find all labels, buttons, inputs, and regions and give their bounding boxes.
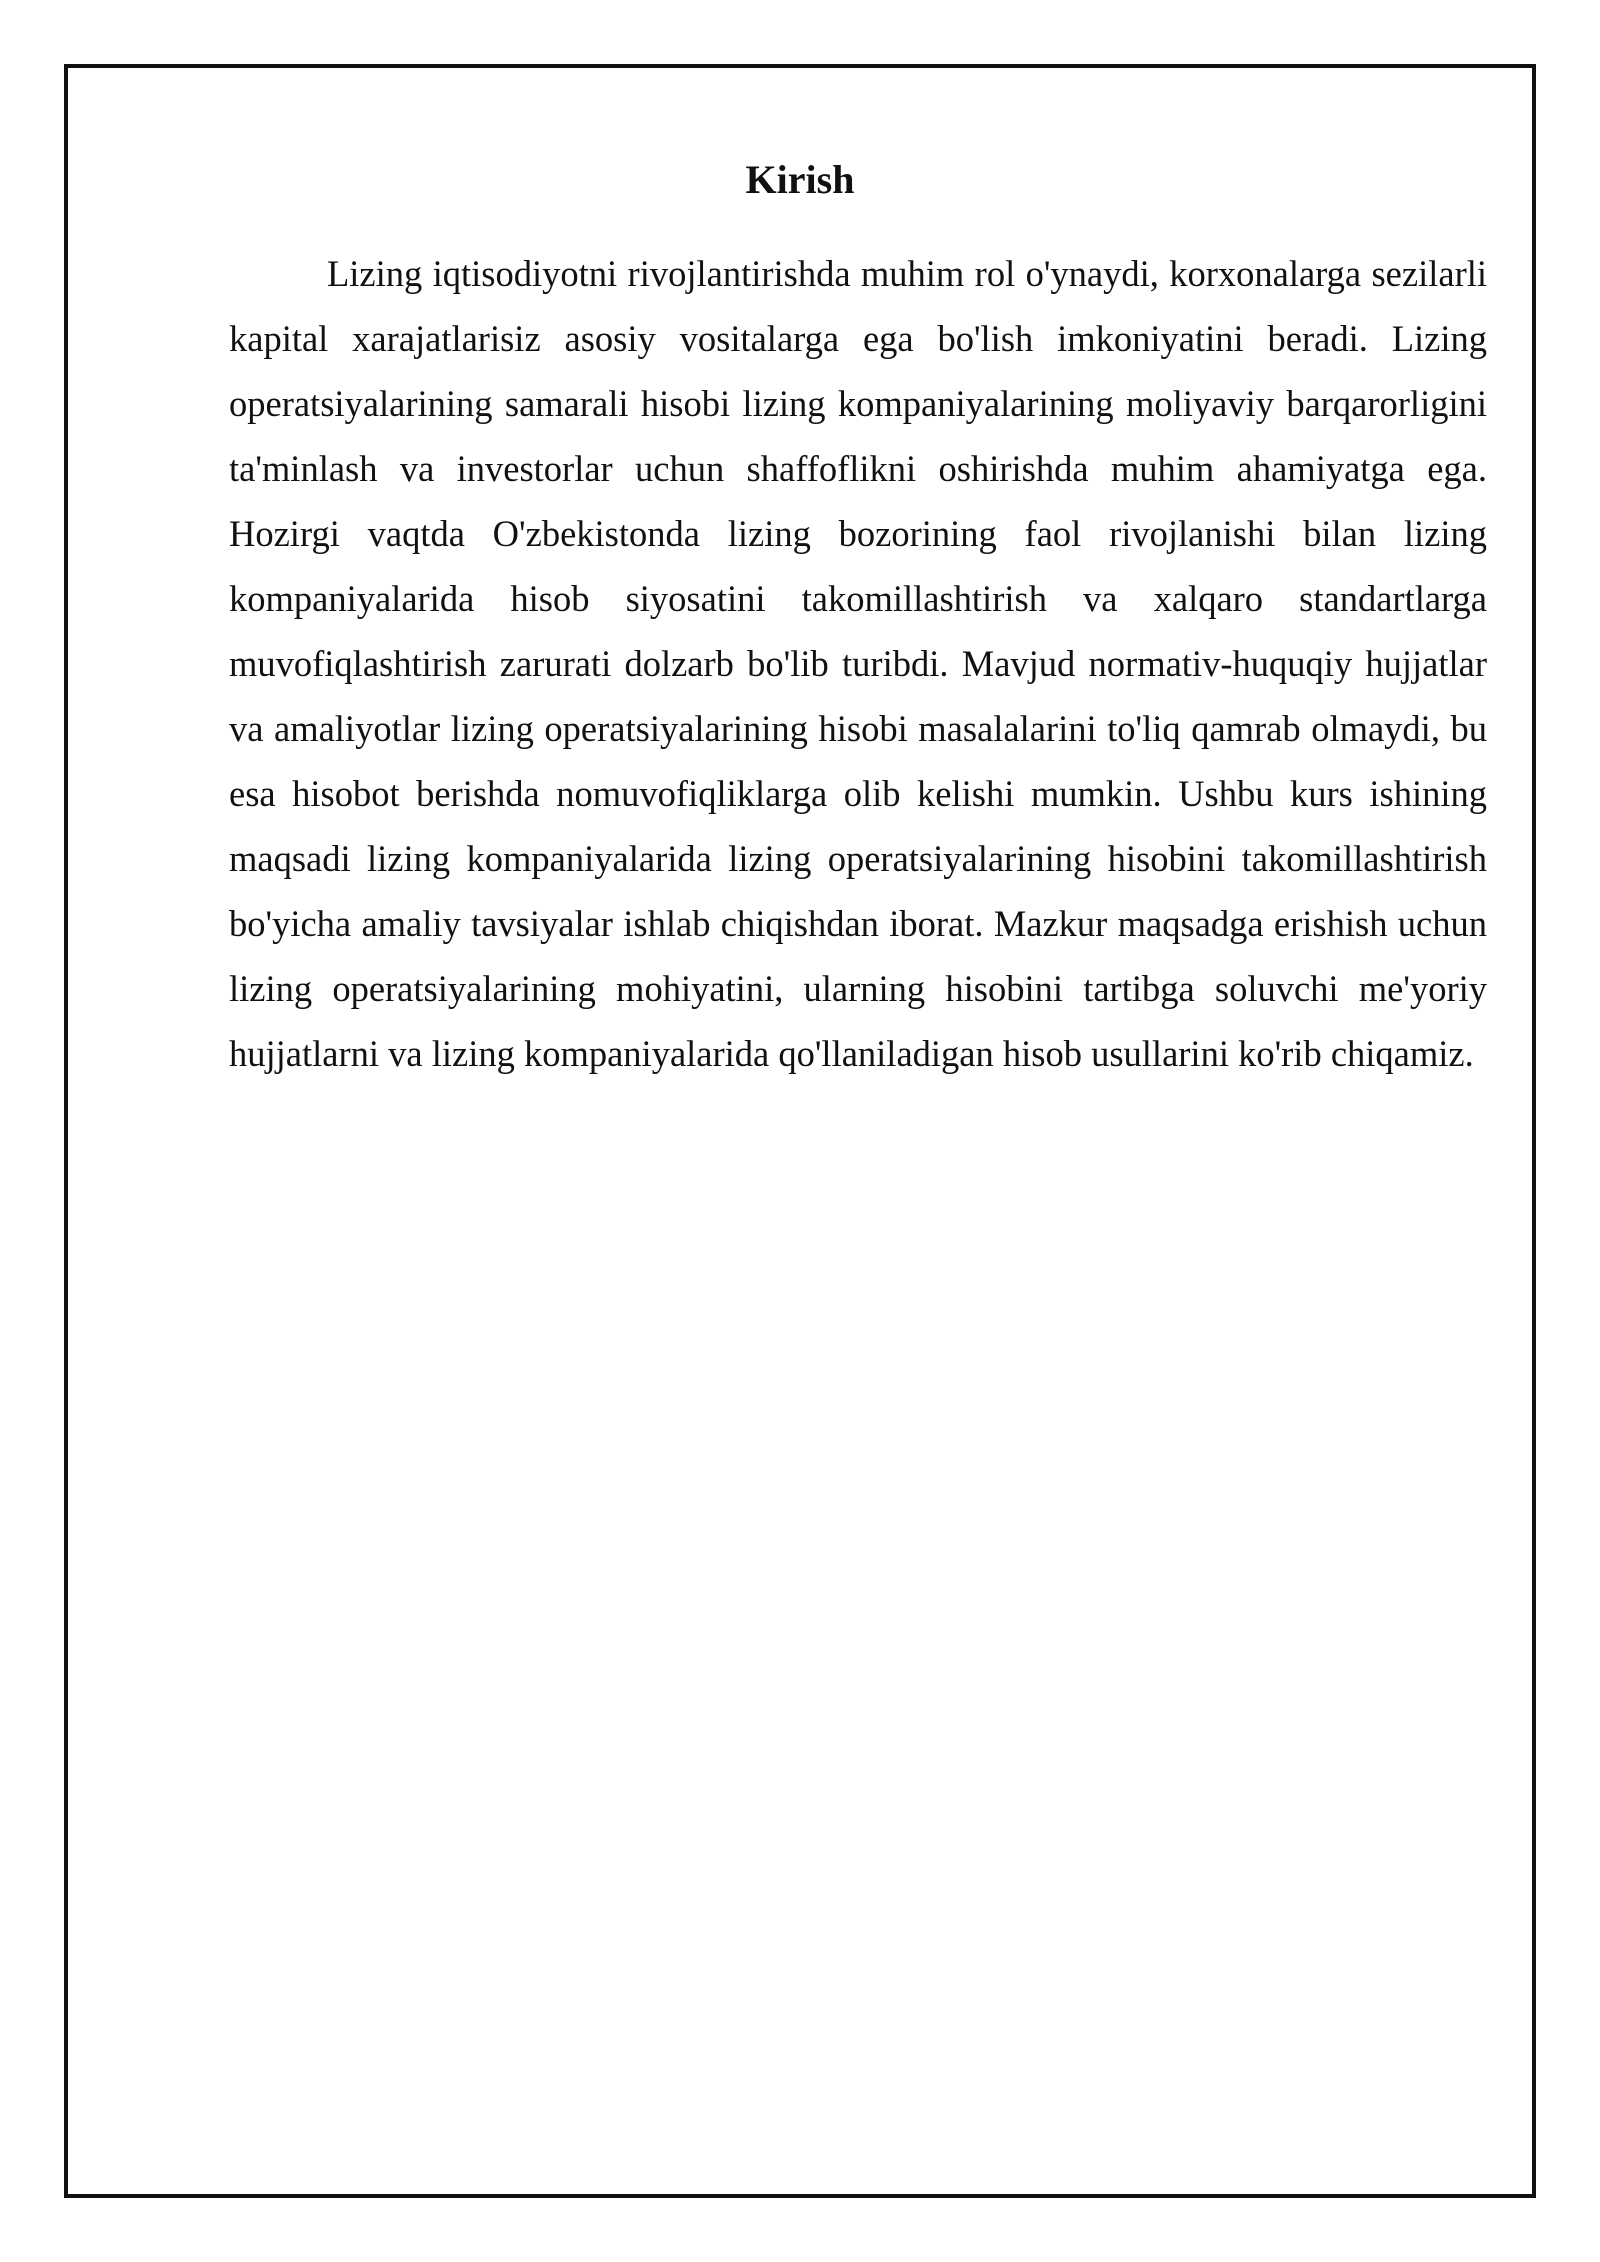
intro-paragraph: Lizing iqtisodiyotni rivojlantirishda muhim rol o'ynaydi, korxonalarga sezilarli kapital xarajatlarisiz asosiy vositalarga ega bo'lish imkoniyatini beradi. Lizing operatsiyalarining samarali hisobi lizing kompaniyalarining moliyaviy barqarorligini ta'minlash va investorlar uchun shaffoflikni oshirishda muhim ahamiyatga ega. Hozirgi vaqtda O'zbekistonda lizing bozorining faol rivojlanishi bilan lizing kompaniyalarida hisob siyosatini takomillashtirish va xalqaro standartlarga muvofiqlashtirish zarurati dolzarb bo'lib turibdi. Mavjud normativ-huquqiy hujjatlar va amaliyotlar lizing operatsiyalarining hisobi masalalarini to'liq qamrab olmaydi, bu esa hisobot berishda nomuvofiqliklarga olib kelishi mumkin. Ushbu kurs ishining maqsadi lizing kompaniyalarida lizing operatsiyalarining hisobini takomillashtirish bo'yicha amaliy tavsiyalar ishlab chiqishdan iborat. Mazkur maqsadga erishish uchun lizing operatsiyalarining mohiyatini, ularning hisobini tartibga soluvchi me'yoriy hujjatlarni va lizing kompaniyalarida qo'llaniladigan hisob usullarini ko'rib chiqamiz. [229,253,1487,1074]
page-frame [64,64,1536,2198]
page-title: Kirish [745,157,855,202]
